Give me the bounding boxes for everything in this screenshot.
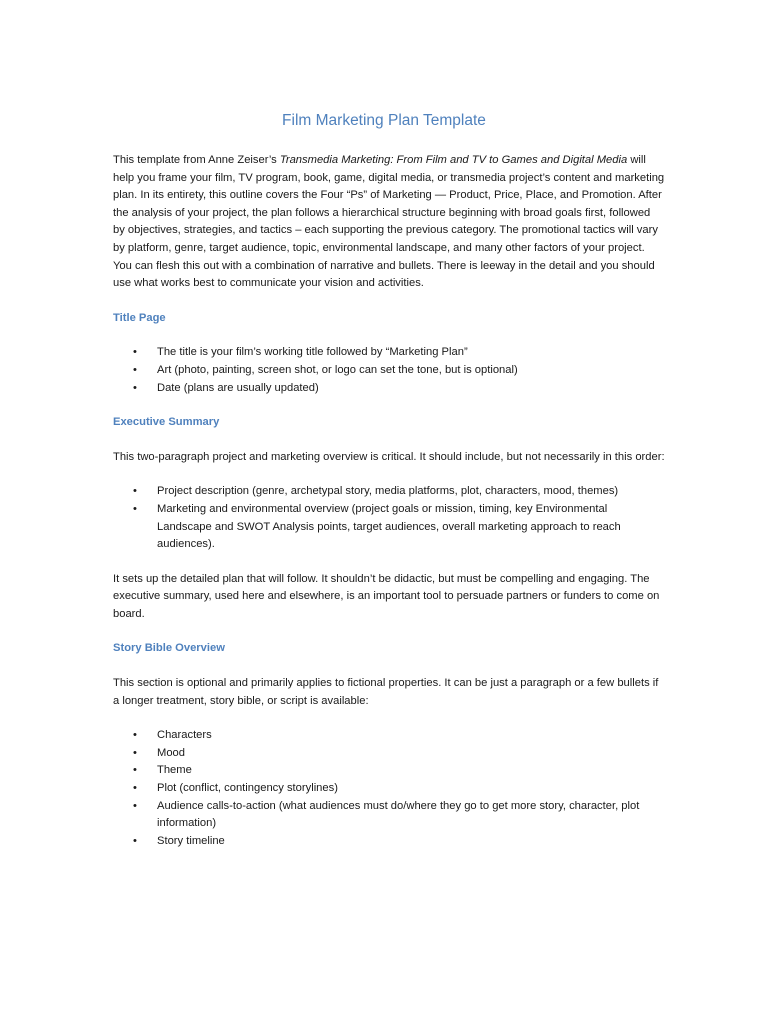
heading-title-page: Title Page	[113, 311, 166, 324]
document-title: Film Marketing Plan Template	[282, 112, 486, 129]
document-body	[113, 152, 665, 850]
intro-paragraph	[113, 152, 665, 293]
list-item-text: Art (photo, painting, screen shot, or logo can set the tone, but is optional)	[157, 363, 518, 376]
list-item-text: Story timeline	[157, 834, 225, 847]
intro-text-end: will help you frame your film, TV program, book, game, digital media, or transmedia project’s content and marketing plan. In its entirety, this outline covers the Four “Ps” of Marketing — Product, Price, Place, and Promotion. After the analysis of your project, the plan follows a hierarchical structure beginning with broad goals first, followed by objectives, strategies, and tactics – each supporting the previous category. The promotional tactics will vary by platform, genre, target audience, topic, environmental landscape, and many other factors of your project. You can flesh this out with a combination of narrative and bullets. There is leeway in the detail and you should use what works best to communicate your vision and activities.	[113, 154, 665, 290]
list-item	[113, 745, 665, 763]
list-item	[113, 380, 665, 398]
title-page-bullets	[113, 344, 665, 397]
list-item-text: The title is your film’s working title followed by “Marketing Plan”	[157, 346, 468, 359]
bullet-marker: •	[133, 502, 137, 515]
bullet-marker: •	[133, 729, 137, 742]
bullet-marker: •	[133, 746, 137, 759]
story-bible-bullets	[113, 727, 665, 850]
list-item	[113, 362, 665, 380]
list-item-text: Marketing and environmental overview (project goals or mission, timing, key Environmental Landscape and SWOT Analysis points, target audiences, overall marketing approach to reach audiences).	[157, 502, 621, 551]
list-item-text: Audience calls-to-action (what audiences must do/where they go to get more story, character, plot information)	[157, 799, 640, 830]
heading-executive-summary: Executive Summary	[113, 416, 220, 429]
list-item	[113, 501, 665, 554]
story-bible-para-1: This section is optional and primarily applies to fictional properties. It can be just a paragraph or a few bullets if a longer treatment, story bible, or script is available:	[113, 677, 659, 707]
book-title: Transmedia Marketing: From Film and TV to Games and Digital Media	[279, 154, 628, 166]
bullet-marker: •	[133, 764, 137, 777]
bullet-marker: •	[133, 363, 137, 376]
list-item-text: Characters	[157, 729, 212, 742]
list-item-text: Theme	[157, 764, 192, 777]
bullet-marker: •	[133, 381, 137, 394]
executive-summary-bullets	[113, 483, 665, 553]
list-item-text: Plot (conflict, contingency storylines)	[157, 782, 338, 795]
heading-story-bible-overview: Story Bible Overview	[113, 642, 225, 655]
executive-summary-para-1: This two-paragraph project and marketing overview is critical. It should include, but not necessarily in this order:	[113, 450, 665, 463]
bullet-marker: •	[133, 799, 137, 812]
intro-text-start: This template from Anne Zeiser’s	[113, 154, 280, 166]
list-item-text: Project description (genre, archetypal story, media platforms, plot, characters, mood, themes)	[157, 485, 619, 498]
list-item	[113, 727, 665, 745]
list-item	[113, 762, 665, 780]
bullet-marker: •	[133, 485, 137, 498]
list-item-text: Mood	[157, 746, 185, 759]
list-item-text: Date (plans are usually updated)	[157, 381, 319, 394]
list-item	[113, 798, 665, 833]
list-item	[113, 344, 665, 362]
list-item	[113, 833, 665, 851]
list-item	[113, 780, 665, 798]
executive-summary-para-2: It sets up the detailed plan that will follow. It shouldn’t be didactic, but must be compelling and engaging. The executive summary, used here and elsewhere, is an important tool to persuade partners or funders to come on board.	[113, 572, 660, 620]
bullet-marker: •	[133, 782, 137, 795]
bullet-marker: •	[133, 834, 137, 847]
bullet-marker: •	[133, 346, 137, 359]
list-item	[113, 483, 665, 501]
